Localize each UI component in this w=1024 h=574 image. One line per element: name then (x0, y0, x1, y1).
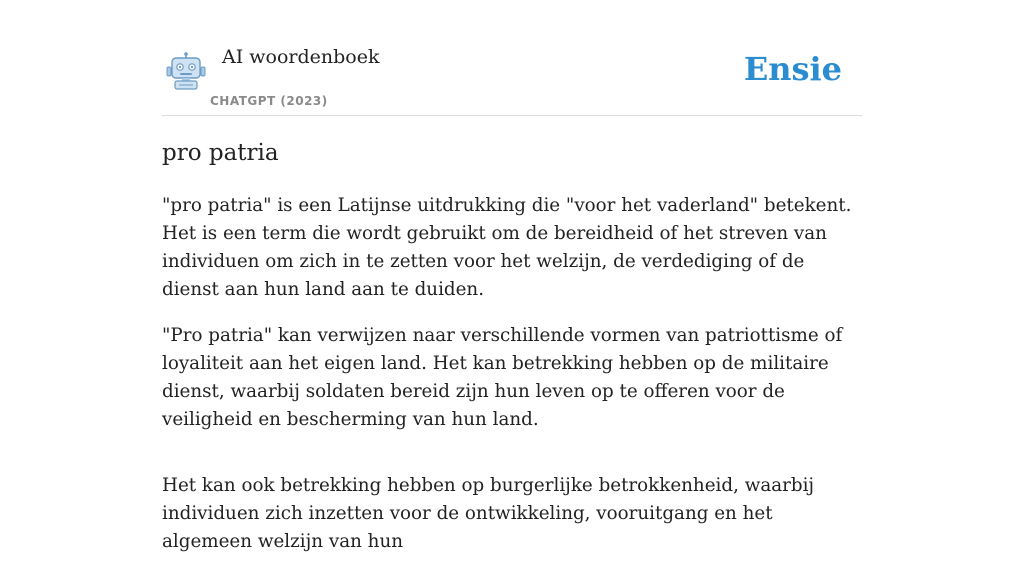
robot-icon (166, 52, 206, 90)
source-subtitle: CHATGPT (2023) (210, 94, 328, 108)
page-header (162, 40, 862, 116)
brand-logo-link[interactable]: Ensie (743, 50, 842, 88)
entry-title: pro patria (162, 140, 279, 166)
entry-content (162, 136, 862, 574)
entry-paragraph: "pro patria" is een Latijnse uitdrukking die "voor het vaderland" betekent. Het is een term die wordt gebruikt om de bereidheid of het streven van individuen om zich in te zetten voor het welzijn, de verdediging of de dienst aan hun land aan te duiden. (162, 195, 852, 300)
source-title: AI woordenboek (222, 46, 380, 68)
entry-paragraph: Het kan ook betrekking hebben op burgerlijke betrokkenheid, waarbij individuen zich inzetten voor de ontwikkeling, vooruitgang en het algemeen welzijn van hun (162, 475, 815, 552)
entry-paragraph: "Pro patria" kan verwijzen naar verschillende vormen van patriottisme of loyaliteit aan het eigen land. Het kan betrekking hebben op de militaire dienst, waarbij soldaten bereid zijn hun leven op te offeren voor de veiligheid en bescherming van hun land. (162, 325, 843, 430)
